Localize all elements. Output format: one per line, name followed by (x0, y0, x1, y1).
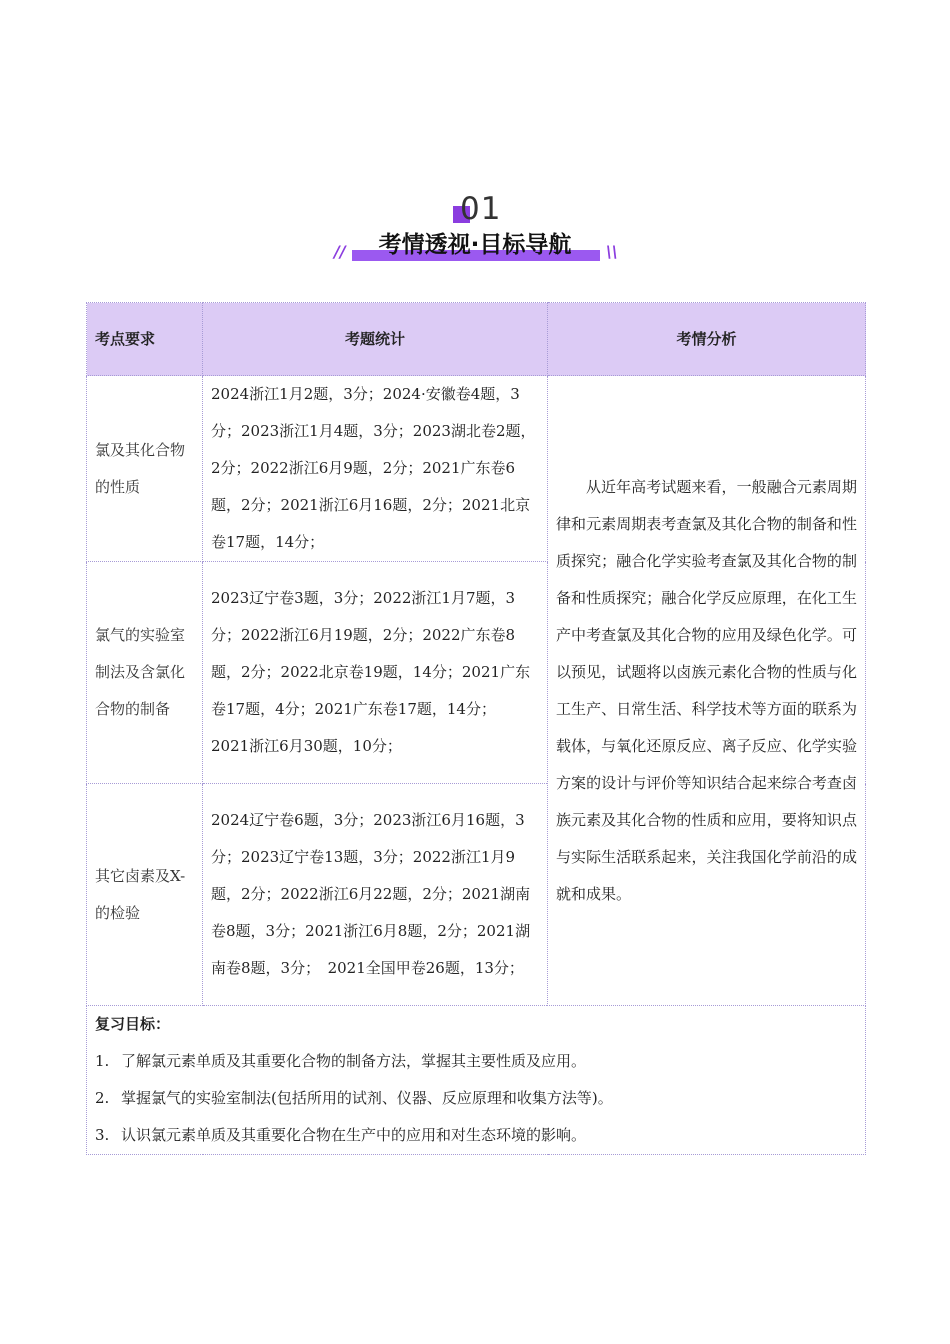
goal-item (95, 1043, 857, 1080)
topic-cell: 氯气的实验室制法及含氯化合物的制备 (87, 562, 203, 784)
section-title: 考情透视·目标导航 (378, 232, 572, 258)
goal-number: 2. (95, 1089, 110, 1107)
table-header-row (87, 303, 866, 376)
goal-text: 掌握氯气的实验室制法(包括所用的试剂、仪器、反应原理和收集方法等)。 (121, 1089, 613, 1107)
header-topic: 考点要求 (87, 303, 203, 376)
goal-number: 1. (95, 1052, 110, 1070)
stats-cell: 2024辽宁卷6题，3分；2023浙江6月16题，3分；2023辽宁卷13题，3分；2022浙江1月9题，2分；2022浙江6月22题，2分；2021湖南卷8题，3分；2021浙江6月8题，2分；2021湖南卷8题，3分； 2021全国甲卷26题，13分； (203, 784, 548, 1006)
goal-text: 认识氯元素单质及其重要化合物在生产中的应用和对生态环境的影响。 (121, 1126, 587, 1144)
stats-cell: 2024浙江1月2题，3分；2024·安徽卷4题，3分；2023浙江1月4题，3分；2023湖北卷2题，2分；2022浙江6月9题，2分；2021广东卷6题，2分；2021浙江6月16题，2分；2021北京卷17题，14分； (203, 376, 548, 562)
left-slash-decoration: // (334, 242, 346, 261)
stats-cell: 2023辽宁卷3题，3分；2022浙江1月7题，3分；2022浙江6月19题，2分；2022广东卷8题，2分；2022北京卷19题，14分；2021广东卷17题，4分；2021广东卷17题，14分； 2021浙江6月30题，10分； (203, 562, 548, 784)
analysis-text: 从近年高考试题来看，一般融合元素周期律和元素周期表考查氯及其化合物的制备和性质探究；融合化学实验考查氯及其化合物的制备和性质探究；融合化学反应原理，在化工生产中考查氯及其化合物的应用及绿色化学。可以预见，试题将以卤族元素化合物的性质与化工生产、日常生活、科学技术等方面的联系为载体，与氧化还原反应、离子反应、化学实验方案的设计与评价等知识结合起来综合考查卤族元素及其化合物的性质和应用，要将知识点与实际生活联系起来，关注我国化学前沿的成就和成果。 (556, 477, 857, 903)
table-row (87, 376, 866, 562)
right-slash-decoration: \\ (606, 242, 618, 261)
header-analysis: 考情分析 (548, 303, 866, 376)
goal-text: 了解氯元素单质及其重要化合物的制备方法，掌握其主要性质及应用。 (121, 1052, 587, 1070)
analysis-cell (548, 376, 866, 1006)
review-goals-cell (87, 1006, 866, 1155)
goals-title: 复习目标： (95, 1015, 171, 1033)
exam-analysis-table (86, 302, 866, 1155)
header-stats: 考题统计 (203, 303, 548, 376)
section-number-badge (450, 192, 510, 228)
goal-item (95, 1080, 857, 1117)
topic-cell: 氯及其化合物的性质 (87, 376, 203, 562)
section-number: 01 (460, 191, 502, 227)
goal-item (95, 1117, 857, 1154)
goal-number: 3. (95, 1126, 110, 1144)
section-header (0, 192, 950, 272)
goals-row (87, 1006, 866, 1155)
topic-cell: 其它卤素及X-的检验 (87, 784, 203, 1006)
